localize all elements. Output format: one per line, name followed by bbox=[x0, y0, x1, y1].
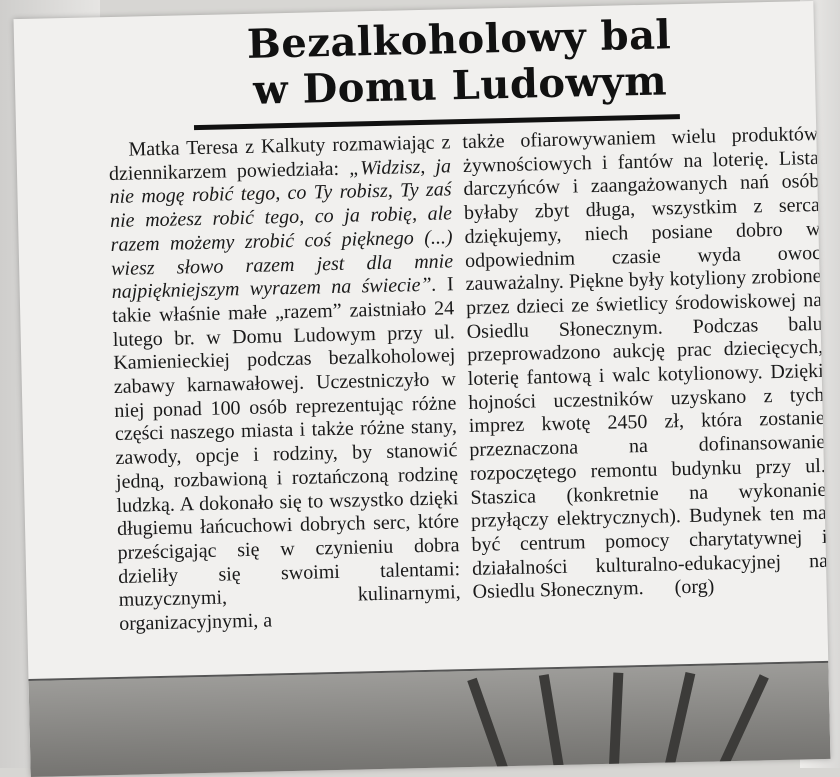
newspaper-clipping bbox=[14, 1, 831, 777]
headline-line-1: Bezalkoholowy bal bbox=[246, 11, 672, 68]
headline bbox=[194, 11, 726, 115]
photo-beam bbox=[539, 674, 571, 777]
author-signature: (org) bbox=[674, 575, 715, 599]
intro-text: Matka Teresa z Kalkuty rozmawiając z dziennikarzem powiedziała: bbox=[108, 131, 451, 185]
photo-beam bbox=[607, 673, 624, 777]
right-body-text: także ofiarowywaniem wielu produktów żywnościowych i fantów na loterię. Lista darczyńców i zaangażowanych nań osób byłaby zbyt długa, wszystkim z serca dziękujemy, niech posiane dobro w odpowiednim czasie wyda owoc zauważalny. Piękne były kotyliony zrobione przez dzieci ze świetlicy środowiskowej na Osiedlu Słonecznym. Podczas balu przeprowadzono aukcję prac dziecięcych, loterię fantową i walc kotylionowy. Dzięki hojności uczestników uzyskano z tych imprez kwotę 2450 zł, która zostanie przeznaczona na dofinansowanie rozpoczętego remontu budynku przy ul. Staszica (konkretnie na wykonanie przyłączy elektrycznych). Budynek ten ma być centrum pomocy charytatywnej i działalności kulturalno-edukacyjnej na Osiedlu Słonecznym. bbox=[462, 122, 829, 604]
article-column-right bbox=[462, 123, 829, 605]
teresa-quote: „Widzisz, ja nie mogę robić tego, co Ty robisz, Ty zaś nie możesz robić tego, co ja robię, ale razem możemy zrobić coś pięknego (...) wiesz słowo razem jest dla mnie najpiękniejszym wyrazem na świecie”. bbox=[109, 154, 454, 304]
photo-strip bbox=[28, 661, 830, 777]
left-body-text: I takie właśnie małe „razem” zaistniało 24 lutego br. w Domu Ludowym przy ul. Kamienieckiej podczas bezalkoholowej zabawy karnawałowej. Uczestniczyło w niej ponad 100 osób reprezentując różne części naszego miasta i także różne stany, zawody, opcje i rodziny, by stanowić jedną, rozbawioną i roztańczoną rodzinę ludzką. A dokonało się to wszystko dzięki długiemu łańcuchowi dobrych serc, które prześcigając się w czynieniu dobra dzieliły się swoimi talentami: muzycznymi, kulinarnymi, organizacyjnymi, a bbox=[112, 273, 461, 635]
photo-beam bbox=[655, 672, 696, 777]
headline-line-2: w Domu Ludowym bbox=[252, 57, 668, 114]
photo-beam bbox=[467, 678, 523, 777]
article-column-left bbox=[108, 131, 461, 636]
photo-beam bbox=[701, 674, 769, 777]
